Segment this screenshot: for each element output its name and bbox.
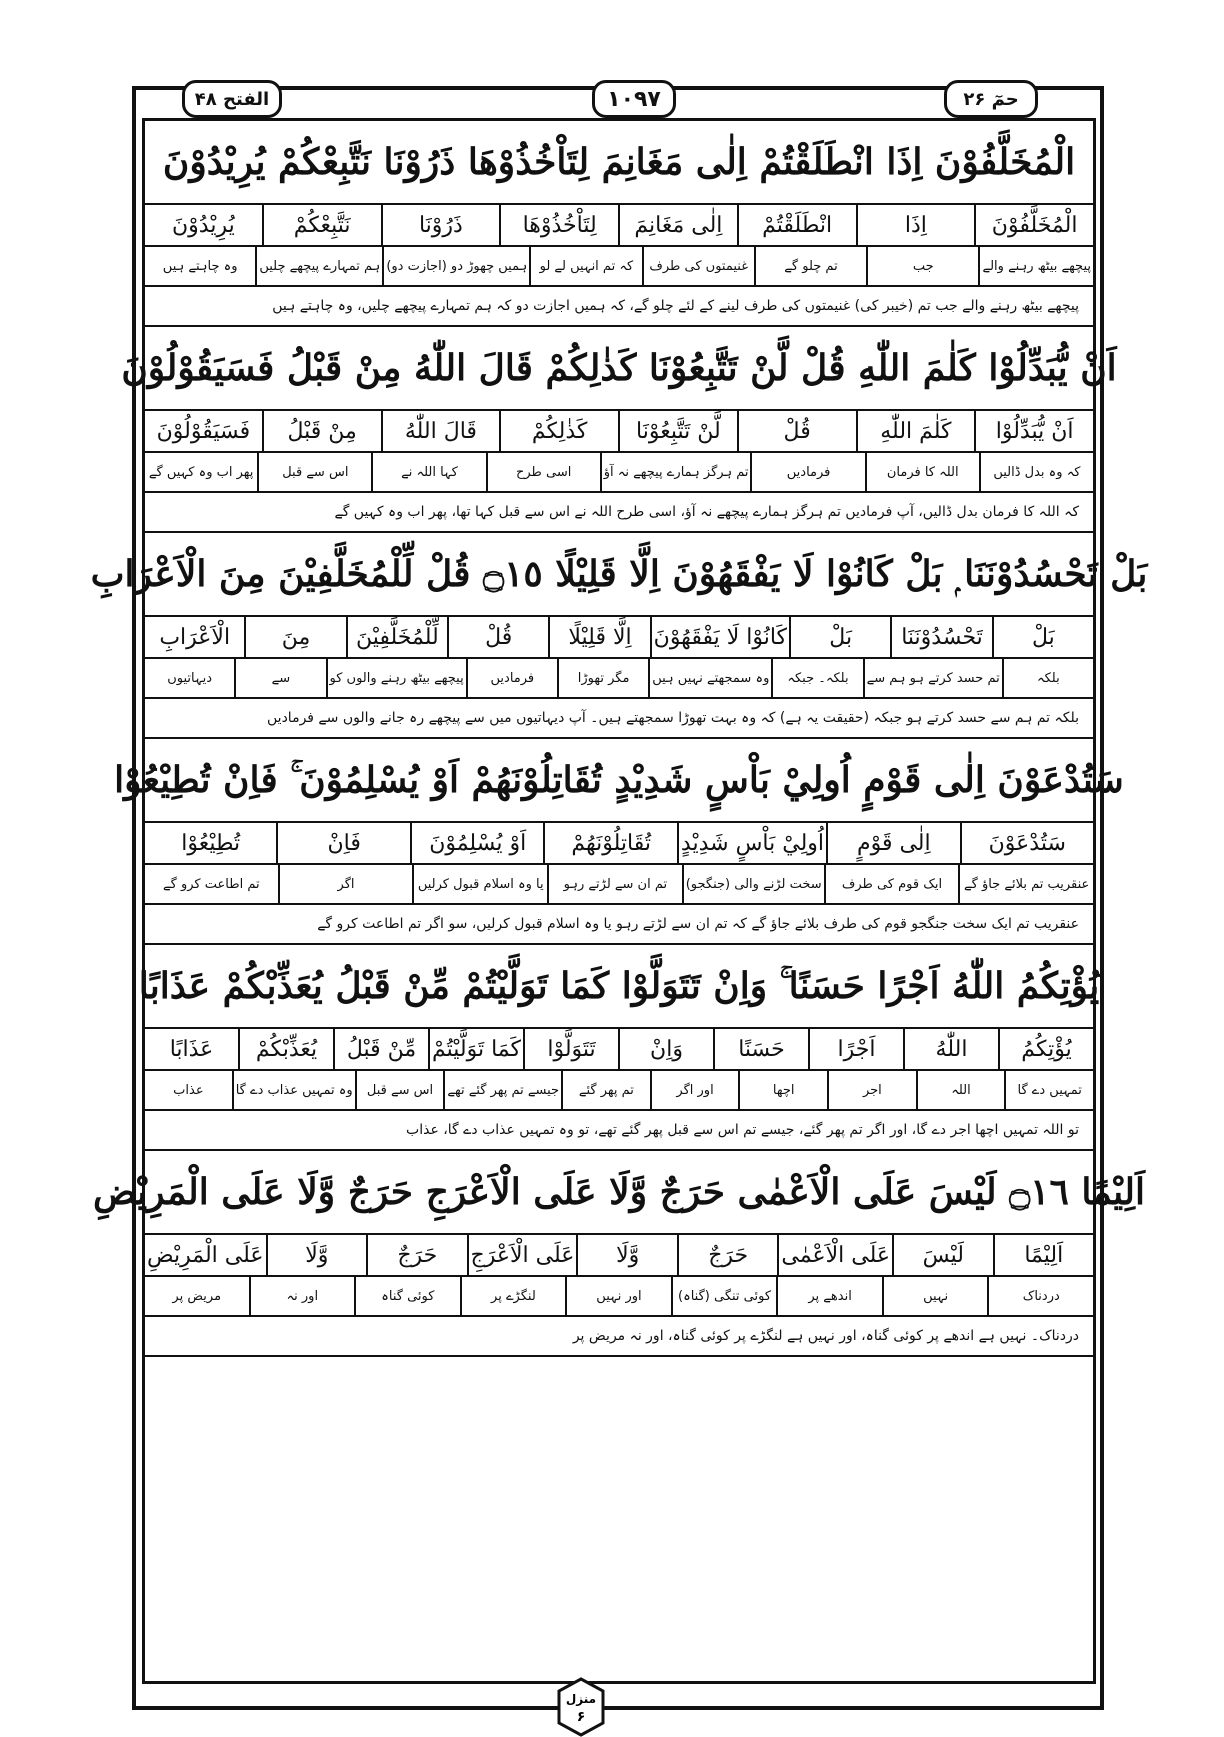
urdu-meaning-cell: سے bbox=[234, 659, 325, 697]
arabic-verse-line: بَلْ تَحْسُدُوْنَنَا ۭ بَلْ كَانُوْا لَا يَفْقَهُوْنَ اِلَّا قَلِيْلًا ۝١٥ قُلْ لِّلْمُخَلَّفِيْنَ مِنَ الْاَعْرَابِ bbox=[145, 533, 1093, 617]
urdu-translation-line: کہ اللہ کا فرمان بدل ڈالیں، آپ فرمادیں تم ہرگز ہمارے پیچھے نہ آؤ، اسی طرح اللہ نے اس سے قبل کہا تھا، پھر اب وہ کہیں گے bbox=[334, 504, 1079, 520]
word-row bbox=[145, 1029, 1093, 1071]
urdu-meaning-cell: تم اطاعت کرو گے bbox=[163, 876, 260, 892]
arabic-word-cell: تَحْسُدُوْنَنَا bbox=[890, 617, 991, 657]
arabic-word-cell: حَسَنًا bbox=[713, 1029, 808, 1069]
verse-section bbox=[90, 533, 1148, 739]
urdu-meaning-cell: اندھے پر bbox=[776, 1277, 882, 1315]
para-label-text: حمٓ ۲۶ bbox=[963, 88, 1019, 110]
arabic-verse-line: يُؤْتِكُمُ اللّٰهُ اَجْرًا حَسَنًا ۚ وَاِنْ تَتَوَلَّوْا كَمَا تَوَلَّيْتُمْ مِّنْ قَبْلُ يُعَذِّبْكُمْ عَذَابًا bbox=[145, 945, 1093, 1029]
urdu-meaning-cell: غنیمتوں کی طرف bbox=[642, 247, 754, 285]
arabic-verse-line: اَلِيْمًا ۝١٦ لَيْسَ عَلَى الْاَعْمٰى حَرَجٌ وَّلَا عَلَى الْاَعْرَجِ حَرَجٌ وَّلَا عَلَى الْمَرِيْضِ bbox=[145, 1151, 1093, 1235]
page-number-text: ۱۰۹۷ bbox=[607, 86, 661, 112]
urdu-meaning-cell: فرمادیں bbox=[750, 453, 864, 491]
para-label bbox=[944, 80, 1038, 118]
urdu-translation-line: عنقریب تم ایک سخت جنگجو قوم کی طرف بلائے جاؤ گے کہ تم ان سے لڑتے رہو یا وہ اسلام قبول کرلیں، سو اگر تم اطاعت کرو گے bbox=[317, 916, 1079, 932]
arabic-word-cell: مِّنْ قَبْلُ bbox=[333, 1029, 428, 1069]
arabic-word-cell: فَاِنْ bbox=[276, 823, 409, 863]
meaning-row bbox=[145, 1071, 1093, 1111]
arabic-word-cell: اَلِيْمًا bbox=[993, 1235, 1094, 1275]
urdu-meaning-cell: جب bbox=[866, 247, 978, 285]
urdu-meaning-cell: بلکہ۔ جبکہ bbox=[771, 659, 862, 697]
arabic-word-cell: قُلْ bbox=[737, 411, 856, 451]
urdu-meaning-cell: کہا اللہ نے bbox=[371, 453, 485, 491]
urdu-translation-line: دردناک۔ نہیں ہے اندھے پر کوئی گناہ، اور نہیں ہے لنگڑے پر کوئی گناہ، اور نہ مریض پر bbox=[572, 1328, 1079, 1344]
urdu-meaning-cell: پیچھے بیٹھ رہنے والوں کو bbox=[326, 659, 466, 697]
urdu-meaning-cell: بلکہ bbox=[1002, 659, 1093, 697]
urdu-meaning-cell: اور اگر bbox=[650, 1071, 739, 1109]
urdu-meaning-cell: اور نہیں bbox=[565, 1277, 671, 1315]
quran-content bbox=[90, 121, 1148, 1681]
urdu-meaning-cell: جیسے تم پھر گئے تھے bbox=[443, 1071, 561, 1109]
arabic-word-cell: بَلْ bbox=[789, 617, 890, 657]
urdu-meaning-cell: کوئی تنگی (گناہ) bbox=[671, 1277, 777, 1315]
word-row bbox=[145, 205, 1093, 247]
arabic-word-cell: اِذَا bbox=[856, 205, 975, 245]
arabic-word-cell: لَّنْ تَتَّبِعُوْنَا bbox=[618, 411, 737, 451]
arabic-word-cell: اِلٰى قَوْمٍ bbox=[826, 823, 959, 863]
urdu-meaning-cell: عنقریب تم بلائے جاؤ گے bbox=[958, 865, 1093, 903]
urdu-meaning-cell: تم پھر گئے bbox=[561, 1071, 650, 1109]
arabic-word-cell: مِنَ bbox=[244, 617, 345, 657]
urdu-meaning-cell: تمہیں دے گا bbox=[1004, 1071, 1093, 1109]
page-number bbox=[592, 80, 676, 118]
arabic-word-cell: اِلٰى مَغَانِمَ bbox=[618, 205, 737, 245]
arabic-word-cell: يُرِيْدُوْنَ bbox=[172, 212, 235, 238]
arabic-verse-line: الْمُخَلَّفُوْنَ اِذَا انْطَلَقْتُمْ اِلٰى مَغَانِمَ لِتَاْخُذُوْهَا ذَرُوْنَا نَتَّبِعْكُمْ يُرِيْدُوْنَ bbox=[145, 121, 1093, 205]
arabic-word-cell: قَالَ اللّٰهُ bbox=[381, 411, 500, 451]
word-row bbox=[145, 1235, 1093, 1277]
arabic-word-cell: عَلَى الْمَرِيْضِ bbox=[147, 1242, 264, 1268]
urdu-meaning-cell: یا وہ اسلام قبول کرلیں bbox=[412, 865, 547, 903]
arabic-word-cell: يُؤْتِكُمُ bbox=[998, 1029, 1093, 1069]
arabic-word-cell: اَجْرًا bbox=[808, 1029, 903, 1069]
arabic-word-cell: بَلْ bbox=[992, 617, 1093, 657]
arabic-word-cell: قُلْ bbox=[447, 617, 548, 657]
arabic-word-cell: عَذَابًا bbox=[169, 1036, 214, 1062]
arabic-word-cell: عَلَى الْاَعْرَجِ bbox=[467, 1235, 577, 1275]
arabic-word-cell: انْطَلَقْتُمْ bbox=[737, 205, 856, 245]
urdu-meaning-cell: ایک قوم کی طرف bbox=[824, 865, 959, 903]
urdu-meaning-cell: اللہ bbox=[916, 1071, 1005, 1109]
urdu-meaning-cell: دردناک bbox=[987, 1277, 1093, 1315]
arabic-word-cell: اَنْ يُّبَدِّلُوْا bbox=[974, 411, 1093, 451]
urdu-meaning-cell: ہم تمہارے پیچھے چلیں bbox=[255, 247, 382, 285]
urdu-meaning-cell: اس سے قبل bbox=[257, 453, 371, 491]
urdu-meaning-cell: کہ تم انہیں لے لو bbox=[529, 247, 641, 285]
word-row bbox=[145, 411, 1093, 453]
urdu-meaning-cell: پیچھے بیٹھ رہنے والے bbox=[978, 247, 1093, 285]
urdu-meaning-cell: وہ سمجھتے نہیں ہیں bbox=[648, 659, 771, 697]
urdu-meaning-cell: تم ہرگز ہمارے پیچھے نہ آؤ bbox=[600, 453, 751, 491]
arabic-word-cell: نَتَّبِعْكُمْ bbox=[262, 205, 381, 245]
manzil-number: ۶ bbox=[576, 1709, 586, 1725]
arabic-word-cell: كَانُوْا لَا يَفْقَهُوْنَ bbox=[650, 617, 789, 657]
urdu-translation-line: بلکہ تم ہم سے حسد کرتے ہو جبکہ (حقیقت یہ ہے) کہ وہ بہت تھوڑا سمجھتے ہیں۔ آپ دیہاتیوں میں سے پیچھے رہ جانے والوں سے فرمادیں bbox=[267, 710, 1079, 726]
arabic-word-cell: تُقَاتِلُوْنَهُمْ bbox=[543, 823, 676, 863]
arabic-word-cell: تُطِيْعُوْا bbox=[181, 830, 241, 856]
arabic-word-cell: وَّلَا bbox=[266, 1235, 367, 1275]
urdu-meaning-cell: پھر اب وہ کہیں گے bbox=[148, 464, 254, 480]
urdu-meaning-cell: دیہاتیوں bbox=[167, 670, 212, 686]
arabic-verse-line: سَتُدْعَوْنَ اِلٰى قَوْمٍ اُولِيْ بَاْسٍ شَدِيْدٍ تُقَاتِلُوْنَهُمْ اَوْ يُسْلِمُوْنَ ۚ فَاِنْ تُطِيْعُوْا bbox=[145, 739, 1093, 823]
urdu-meaning-cell: سخت لڑنے والی (جنگجو) bbox=[682, 865, 824, 903]
arabic-word-cell: يُعَذِّبْكُمْ bbox=[238, 1029, 333, 1069]
arabic-word-cell: لِّلْمُخَلَّفِيْنَ bbox=[346, 617, 447, 657]
surah-label bbox=[182, 80, 282, 118]
arabic-word-cell: اَوْ يُسْلِمُوْنَ bbox=[410, 823, 543, 863]
urdu-meaning-cell: ہمیں چھوڑ دو (اجازت دو) bbox=[382, 247, 529, 285]
arabic-word-cell: اللّٰهُ bbox=[903, 1029, 998, 1069]
arabic-verse-line: اَنْ يُّبَدِّلُوْا كَلٰمَ اللّٰهِ قُلْ لَّنْ تَتَّبِعُوْنَا كَذٰلِكُمْ قَالَ اللّٰهُ مِنْ قَبْلُ فَسَيَقُوْلُوْنَ bbox=[145, 327, 1093, 411]
arabic-word-cell: كَلٰمَ اللّٰهِ bbox=[856, 411, 975, 451]
urdu-translation-line: پیچھے بیٹھ رہنے والے جب تم (خیبر کی) غنیمتوں کی طرف لینے کے لئے چلو گے، کہ ہمیں اجازت دو کہ ہم تمہارے پیچھے چلیں، وہ چاہتے ہیں bbox=[272, 298, 1079, 314]
arabic-word-cell: حَرَجٌ bbox=[366, 1235, 467, 1275]
manzil-hexagon-icon bbox=[559, 1679, 603, 1735]
surah-label-text: الفتح ۴۸ bbox=[194, 88, 270, 110]
meaning-row bbox=[145, 247, 1093, 287]
arabic-word-cell: الْمُخَلَّفُوْنَ bbox=[974, 205, 1093, 245]
urdu-meaning-cell: مریض پر bbox=[172, 1288, 222, 1304]
word-row bbox=[145, 823, 1093, 865]
meaning-row bbox=[145, 1277, 1093, 1317]
urdu-meaning-cell: اسی طرح bbox=[486, 453, 600, 491]
urdu-translation-line: تو اللہ تمہیں اچھا اجر دے گا، اور اگر تم پھر گئے، جیسے تم اس سے قبل پھر گئے تھے، تو وہ تمہیں عذاب دے گا، عذاب bbox=[406, 1122, 1079, 1138]
arabic-word-cell: وَاِنْ bbox=[618, 1029, 713, 1069]
verse-section bbox=[121, 327, 1117, 533]
urdu-meaning-cell: عذاب bbox=[173, 1082, 204, 1098]
urdu-meaning-cell: وہ تمہیں عذاب دے گا bbox=[232, 1071, 355, 1109]
urdu-meaning-cell: لنگڑے پر bbox=[460, 1277, 566, 1315]
arabic-word-cell: حَرَجٌ bbox=[677, 1235, 778, 1275]
manzil-badge bbox=[556, 1677, 606, 1737]
urdu-meaning-cell: کہ وہ بدل ڈالیں bbox=[979, 453, 1093, 491]
arabic-word-cell: كَمَا تَوَلَّيْتُمْ bbox=[428, 1029, 523, 1069]
arabic-word-cell: لِتَاْخُذُوْهَا bbox=[499, 205, 618, 245]
arabic-word-cell: اُولِيْ بَاْسٍ شَدِيْدٍ bbox=[677, 823, 826, 863]
word-row bbox=[145, 617, 1093, 659]
verse-section bbox=[93, 1151, 1145, 1357]
arabic-word-cell: ذَرُوْنَا bbox=[381, 205, 500, 245]
urdu-meaning-cell: اجر bbox=[827, 1071, 916, 1109]
arabic-word-cell: لَيْسَ bbox=[892, 1235, 993, 1275]
urdu-meaning-cell: نہیں bbox=[882, 1277, 988, 1315]
arabic-word-cell: سَتُدْعَوْنَ bbox=[960, 823, 1093, 863]
urdu-meaning-cell: مگر تھوڑا bbox=[557, 659, 648, 697]
meaning-row bbox=[145, 659, 1093, 699]
arabic-word-cell: اِلَّا قَلِيْلًا bbox=[548, 617, 649, 657]
urdu-meaning-cell: اور نہ bbox=[249, 1277, 355, 1315]
urdu-meaning-cell: تم ان سے لڑتے رہو bbox=[547, 865, 682, 903]
arabic-word-cell: عَلَى الْاَعْمٰى bbox=[777, 1235, 892, 1275]
meaning-row bbox=[145, 453, 1093, 493]
urdu-meaning-cell: اگر bbox=[278, 865, 413, 903]
urdu-meaning-cell: اللہ کا فرمان bbox=[865, 453, 979, 491]
urdu-meaning-cell: تم چلو گے bbox=[754, 247, 866, 285]
arabic-word-cell: مِنْ قَبْلُ bbox=[262, 411, 381, 451]
urdu-meaning-cell: وہ چاہتے ہیں bbox=[162, 258, 238, 274]
urdu-meaning-cell: تم حسد کرتے ہو ہم سے bbox=[863, 659, 1002, 697]
manzil-label: منزل bbox=[565, 1692, 597, 1706]
arabic-word-cell: كَذٰلِكُمْ bbox=[499, 411, 618, 451]
arabic-word-cell: فَسَيَقُوْلُوْنَ bbox=[156, 418, 251, 444]
verse-section bbox=[114, 739, 1124, 945]
urdu-meaning-cell: اس سے قبل bbox=[355, 1071, 444, 1109]
verse-section bbox=[145, 121, 1093, 327]
verse-section bbox=[138, 945, 1100, 1151]
urdu-meaning-cell: فرمادیں bbox=[466, 659, 557, 697]
arabic-word-cell: وَّلَا bbox=[576, 1235, 677, 1275]
arabic-word-cell: تَتَوَلَّوْا bbox=[523, 1029, 618, 1069]
meaning-row bbox=[145, 865, 1093, 905]
arabic-word-cell: الْاَعْرَابِ bbox=[159, 624, 231, 650]
urdu-meaning-cell: اچھا bbox=[738, 1071, 827, 1109]
urdu-meaning-cell: کوئی گناہ bbox=[354, 1277, 460, 1315]
